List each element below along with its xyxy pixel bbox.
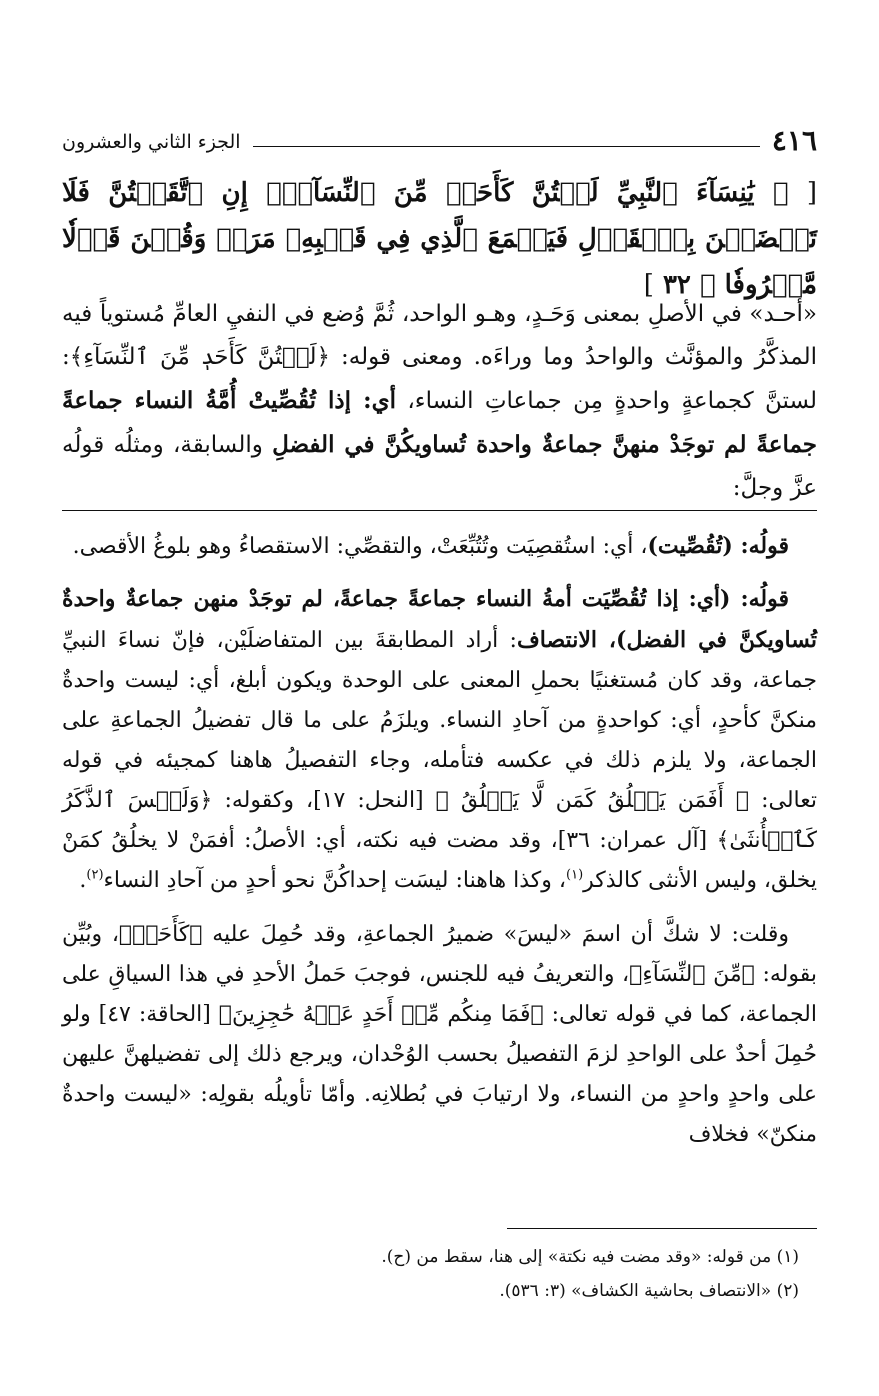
running-title: الجزء الثاني والعشرون	[62, 131, 241, 153]
main-text-emphasis: أي: إذا تُقُصِّيتْ أُمَّةُ النساء جماعةً جماعةً لم توجَدْ منهنَّ جماعةٌ واحدة تُساويكُنَّ في الفضلِ	[62, 387, 817, 458]
gloss-lemma-2: قولُه: (أي: إذا تُقُصِّيَت أمةُ النساء جماعةً جماعةً، لم توجَدْ منهن جماعةٌ واحدةٌ تُساويكنَّ في الفضل)، الانتصاف	[62, 586, 817, 653]
gloss-text-2: : أراد المطابقةَ بين المتفاضلَيْن، فإنّ نساءَ النبيِّ جماعة، وقد كان مُستغنيًا بحملِ المعنى على الوحدة ويكون أبلغ، أي: ليست واحدةٌ منكنَّ كأحدٍ، أي: كواحدةٍ من آحادِ النساء. ويلزَمُ على ما قال تفضيلُ الجماعةِ على الجماعة، ولا يلزم ذلك في عكسه فتأمله، وجاء التفصيلُ هاهنا كمجيئه في قوله تعالى: ﴿ أَفَمَن يَخۡلُقُ كَمَن لَّا يَخۡلُقُ ﴾ [النحل: ١٧]، وكقوله: ﴿وَلَيۡسَ ٱلذَّكَرُ كَٱلۡأُنثَىٰ﴾ [آل عمران: ٣٦]، وقد مضت فيه نكته، أي: الأصلُ: أفمَنْ لا يخلُقُ كمَنْ يخلق، وليس الأنثى كالذكر	[62, 628, 818, 893]
gloss-commentary	[62, 526, 817, 1167]
book-page	[62, 0, 817, 1396]
gloss-divider	[62, 510, 817, 511]
verse-text: ﴿ يَٰنِسَآءَ ٱلنَّبِيِّ لَسۡتُنَّ كَأَحَدٖ مِّنَ ٱلنِّسَآءِۚ إِنِ ٱتَّقَيۡتُنَّ فَلَا تَخۡضَعۡنَ بِٱلۡقَوۡلِ فَيَطۡمَعَ ٱلَّذِي فِي قَلۡبِهِۦ مَرَضٞ وَقُلۡنَ قَوۡلٗا مَّعۡرُوفٗا ﴾ ٣٢	[62, 178, 817, 300]
footnotes	[62, 1240, 817, 1308]
gloss-lemma-1: قولُه: (تُقُصِّيت)	[647, 533, 789, 559]
footnote-ref-2[interactable]: (٢)	[86, 867, 104, 883]
footnote-1: (١) من قوله: «وقد مضت فيه نكتة» إلى هنا، سقط من (ح).	[381, 1247, 799, 1267]
main-commentary	[62, 293, 817, 510]
gloss-text-2b: ، وكذا هاهنا: ليسَت إحداكُنَّ نحو أحدٍ من آحادِ النساء	[103, 868, 566, 893]
header-rule	[253, 146, 760, 147]
verse-close-bracket: ]	[643, 270, 654, 300]
verse-open-bracket: [	[806, 178, 818, 208]
page-header	[62, 122, 817, 156]
gloss-text-3: وقلت: لا شكَّ أن اسمَ «ليسَ» ضميرُ الجماعةِ، وقد حُمِلَ عليه ﴿كَأَحَدٖ﴾، وبُيِّن بقوله: ﴿مِّنَ ٱلنِّسَآءِ﴾، والتعريفُ فيه للجنس، فوجبَ حَملُ الأحدِ في هذا السياقِ على الجماعة، كما في قوله تعالى: ﴿فَمَا مِنكُم مِّنۡ أَحَدٍ عَنۡهُ حَٰجِزِينَ﴾ [الحاقة: ٤٧] ولو حُمِلَ أحدٌ على الواحدِ لزمَ التفصيلُ بحسب الوُحْدان، ويرجع ذلك إلى تفضيلهنَّ عليهن على واحدٍ واحدٍ من النساء، ولا ارتيابَ في بُطلانِه. وأمّا تأويلُه بقولِه: «ليست واحدةٌ منكنّ» فخلاف	[62, 922, 817, 1147]
page-number: ٤١٦	[771, 124, 817, 157]
gloss-text-1: ، أي: استُقصِيَت وتُتُبِّعَتْ، والتقصِّي: الاستقصاءُ وهو بلوغُ الأقصى.	[72, 534, 648, 559]
footnote-ref-1[interactable]: (١)	[566, 867, 584, 883]
main-text-part-3: والسابقة، ومثلُه قولُه عزَّ وجلَّ:	[62, 432, 817, 501]
quran-verse	[62, 170, 817, 308]
footnote-rule	[507, 1228, 817, 1229]
gloss-paragraph-3	[62, 915, 817, 1155]
footnote-2: (٢) «الانتصاف بحاشية الكشاف» (٣: ٥٣٦).	[499, 1281, 799, 1301]
gloss-paragraph-2	[62, 579, 817, 901]
gloss-text-2-end: .	[79, 868, 87, 893]
main-paragraph	[62, 293, 817, 510]
gloss-paragraph-1	[62, 526, 817, 567]
main-text-part-1: «أحـد» في الأصلِ بمعنى وَحَـدٍ، وهـو الواحد، ثُمَّ وُضع في النفيِ العامِّ مُستوياً فيه المذكَّرُ والمؤنَّث والواحدُ وما وراءَه. ومعنى قوله: ﴿لَسۡتُنَّ كَأَحَدٖ مِّنَ ٱلنِّسَآءِ﴾: لستنَّ كجماعةٍ واحدةٍ مِن جماعاتِ النساء،	[62, 301, 818, 414]
